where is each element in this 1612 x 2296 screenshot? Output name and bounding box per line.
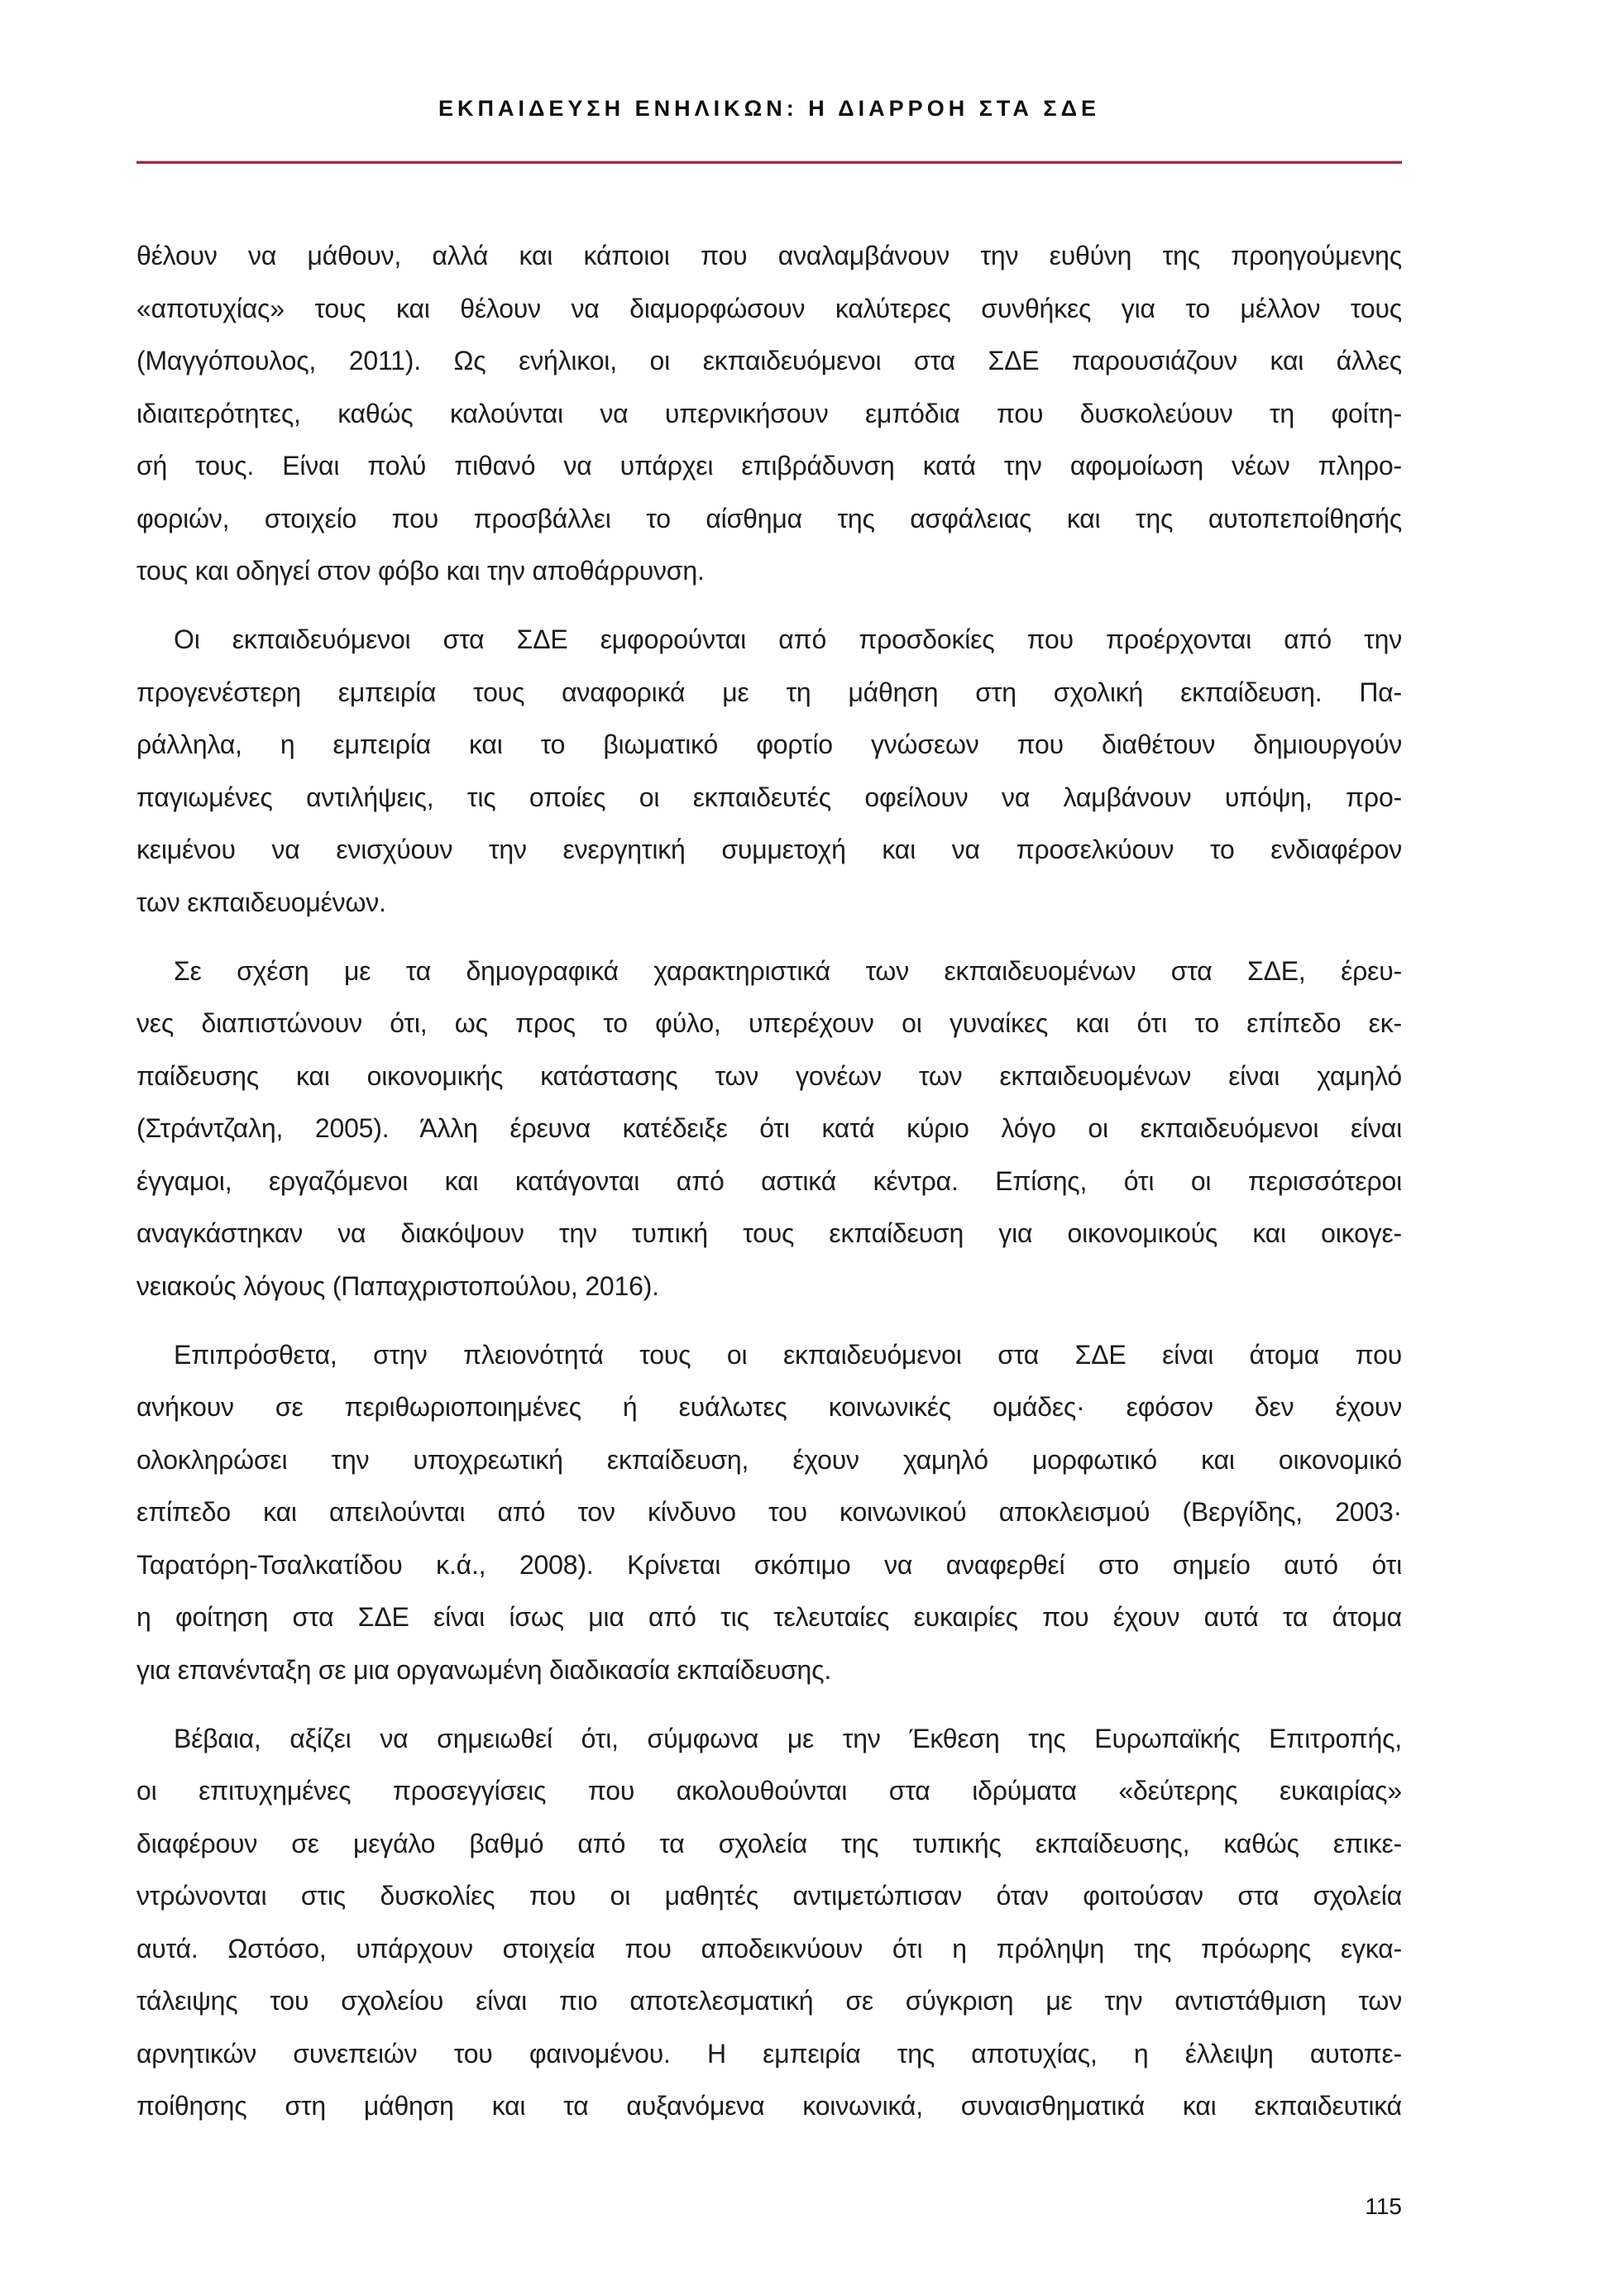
page-number: 115 [1365,2193,1402,2219]
paragraph [136,230,1402,598]
text-line: ράλληλα, η εμπειρία και το βιωματικό φορτίο γνώσεων που διαθέτουν δημιουργούν [136,729,1402,759]
header-divider [136,161,1402,164]
text-line: έγγαμοι, εργαζόμενοι και κατάγονται από αστικά κέντρα. Επίσης, ότι οι περισσότεροι [136,1165,1402,1196]
paragraph [136,1713,1402,2133]
body-text [136,230,1402,2149]
text-line: τους και οδηγεί στον φόβο και την αποθάρρυνση. [136,556,705,586]
text-line: φοριών, στοιχείο που προσβάλλει το αίσθημα της ασφάλειας και της αυτοπεποίθησής [136,503,1402,533]
text-line: των εκπαιδευομένων. [136,887,386,917]
text-line: ολοκληρώσει την υποχρεωτική εκπαίδευση, έχουν χαμηλό μορφωτικό και οικονομικό [136,1444,1402,1475]
text-line: προγενέστερη εμπειρία τους αναφορικά με τη μάθηση στη σχολική εκπαίδευση. Πα- [136,677,1402,707]
text-line: ντρώνονται στις δυσκολίες που οι μαθητές αντιμετώπισαν όταν φοιτούσαν στα σχολεία [136,1881,1402,1911]
text-line: οι επιτυχημένες προσεγγίσεις που ακολουθούνται στα ιδρύματα «δεύτερης ευκαιρίας» [136,1776,1402,1806]
text-line: παίδευσης και οικονομικής κατάστασης των γονέων των εκπαιδευομένων είναι χαμηλό [136,1060,1402,1091]
text-line: Επιπρόσθετα, στην πλειονότητά τους οι εκπαιδευόμενοι στα ΣΔΕ είναι άτομα που [174,1339,1402,1370]
paragraph [136,1329,1402,1697]
paragraph [136,945,1402,1313]
text-line: νες διαπιστώνουν ότι, ως προς το φύλο, υπερέχουν οι γυναίκες και ότι το επίπεδο εκ- [136,1008,1402,1038]
text-line: «αποτυχίας» τους και θέλουν να διαμορφώσουν καλύτερες συνθήκες για το μέλλον τους [136,293,1402,323]
text-line: Ταρατόρη-Τσαλκατίδου κ.ά., 2008). Κρίνεται σκόπιμο να αναφερθεί στο σημείο αυτό ότι [136,1549,1402,1580]
text-line: ιδιαιτερότητες, καθώς καλούνται να υπερνικήσουν εμπόδια που δυσκολεύουν τη φοίτη- [136,398,1402,428]
text-line: αρνητικών συνεπειών του φαινομένου. Η εμπειρία της αποτυχίας, η έλλειψη αυτοπε- [136,2038,1402,2069]
paragraph [136,614,1402,929]
running-header-title: ΕΚΠΑΙΔΕΥΣΗ ΕΝΗΛΙΚΩΝ: Η ΔΙΑΡΡΟΗ ΣΤΑ ΣΔΕ [438,96,1101,121]
text-line: Οι εκπαιδευόμενοι στα ΣΔΕ εμφορούνται από προσδοκίες που προέρχονται από την [174,624,1402,654]
text-line: διαφέρουν σε μεγάλο βαθμό από τα σχολεία της τυπικής εκπαίδευσης, καθώς επικε- [136,1828,1402,1858]
text-line: η φοίτηση στα ΣΔΕ είναι ίσως μια από τις τελευταίες ευκαιρίες που έχουν αυτά τα άτομα [136,1602,1402,1632]
text-line: (Μαγγόπουλος, 2011). Ως ενήλικοι, οι εκπαιδευόμενοι στα ΣΔΕ παρουσιάζουν και άλλες [136,346,1402,375]
text-line: παγιωμένες αντιλήψεις, τις οποίες οι εκπαιδευτές οφείλουν να λαμβάνουν υπόψη, προ- [136,782,1402,812]
text-line: αναγκάστηκαν να διακόψουν την τυπική τους εκπαίδευση για οικονομικούς και οικογε- [136,1218,1402,1248]
text-line: κειμένου να ενισχύουν την ενεργητική συμμετοχή και να προσελκύουν το ενδιαφέρον [136,835,1402,864]
text-line: για επανένταξη σε μια οργανωμένη διαδικασία εκπαίδευσης. [136,1654,832,1685]
text-line: ποίθησης στη μάθηση και τα αυξανόμενα κοινωνικά, συναισθηματικά και εκπαιδευτικά [136,2091,1402,2121]
text-line: τάλειψης του σχολείου είναι πιο αποτελεσματική σε σύγκριση με την αντιστάθμιση των [136,1986,1402,2016]
text-line: Σε σχέση με τα δημογραφικά χαρακτηριστικά των εκπαιδευομένων στα ΣΔΕ, έρευ- [174,955,1402,986]
text-line: θέλουν να μάθουν, αλλά και κάποιοι που αναλαμβάνουν την ευθύνη της προηγούμενης [136,241,1402,270]
text-line: νειακούς λόγους (Παπαχριστοπούλου, 2016). [136,1270,659,1301]
text-line: σή τους. Είναι πολύ πιθανό να υπάρχει επιβράδυνση κατά την αφομοίωση νέων πληρο- [136,451,1402,481]
text-line: αυτά. Ωστόσο, υπάρχουν στοιχεία που αποδεικνύουν ότι η πρόληψη της πρόωρης εγκα- [136,1933,1402,1964]
text-line: (Στράντζαλη, 2005). Άλλη έρευνα κατέδειξε ότι κατά κύριο λόγο οι εκπαιδευόμενοι είναι [136,1113,1402,1143]
text-line: επίπεδο και απειλούνται από τον κίνδυνο του κοινωνικού αποκλεισμού (Βεργίδης, 2003· [136,1497,1402,1527]
text-line: ανήκουν σε περιθωριοποιημένες ή ευάλωτες κοινωνικές ομάδες· εφόσον δεν έχουν [136,1392,1402,1422]
text-line: Βέβαια, αξίζει να σημειωθεί ότι, σύμφωνα με την Έκθεση της Ευρωπαϊκής Επιτροπής, [174,1723,1402,1753]
